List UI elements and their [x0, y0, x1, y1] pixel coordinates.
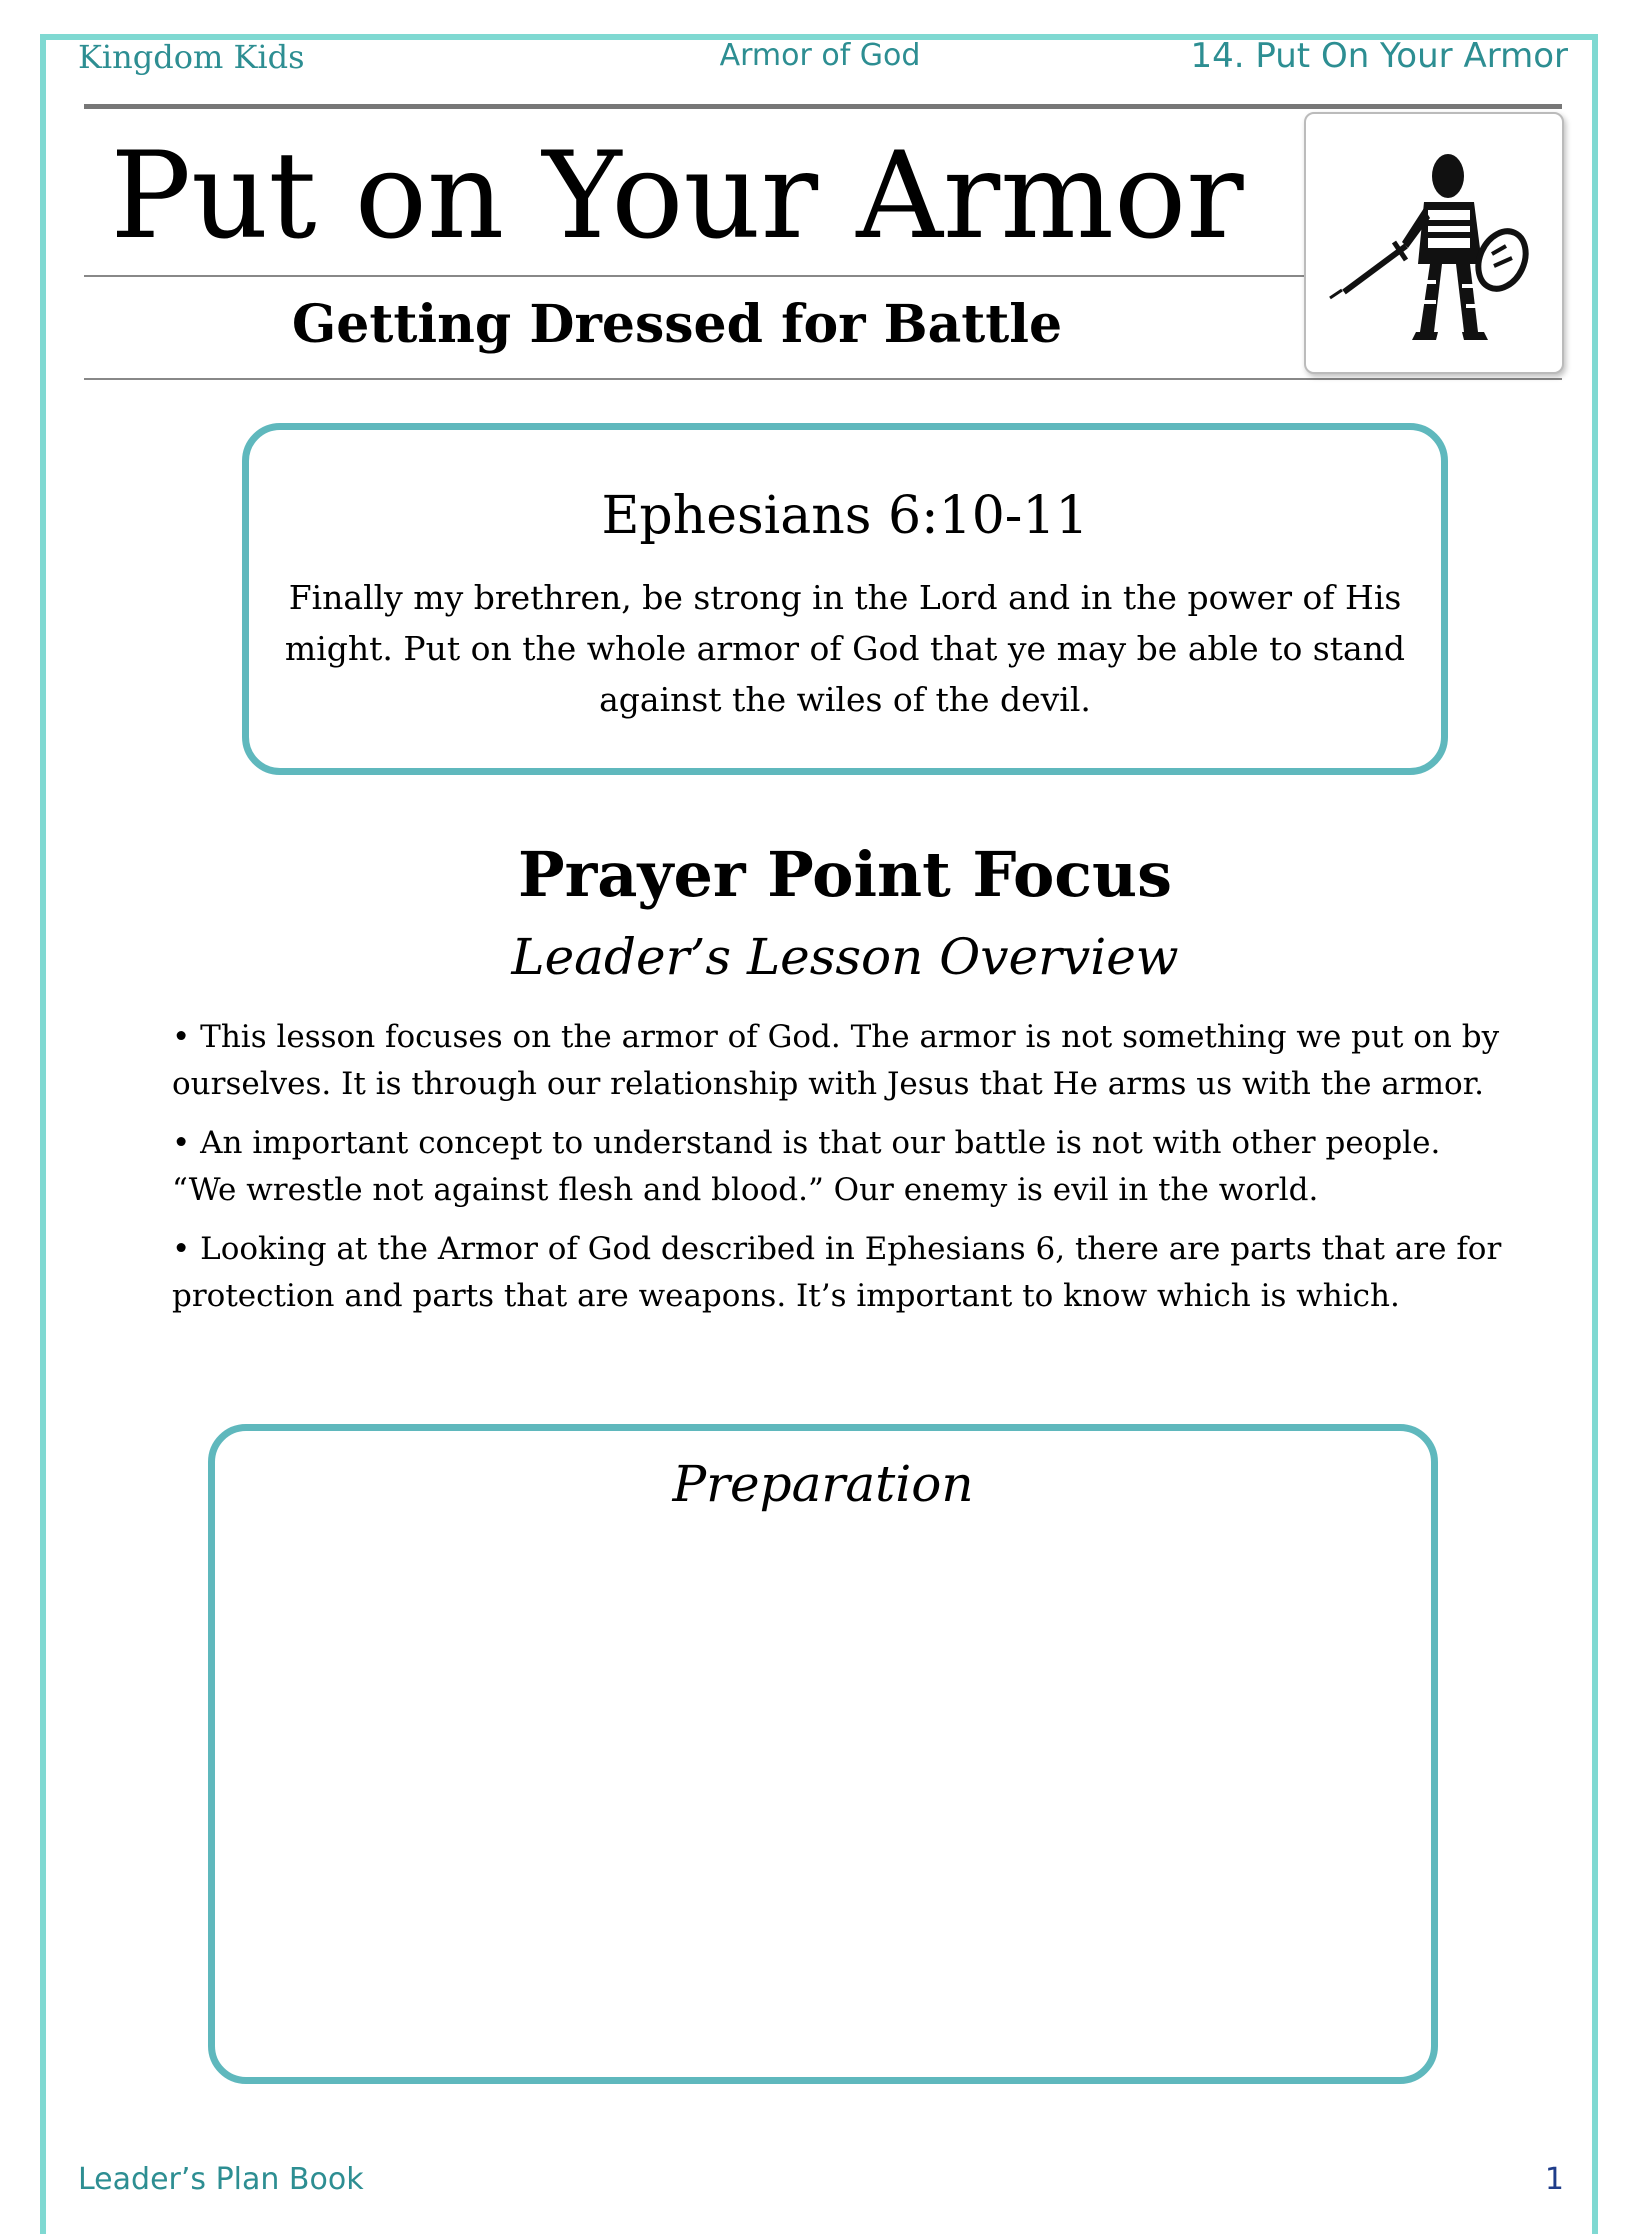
middle-rule	[84, 275, 1304, 277]
armored-soldier-word-art-icon	[1306, 114, 1562, 372]
list-item: • An important concept to understand is that our battle is not with other people. “We wrestle not against flesh and blood.” Our enemy is evil in the world.	[172, 1125, 1441, 1208]
scripture-reference: Ephesians 6:10-11	[601, 486, 1089, 546]
bottom-rule	[84, 378, 1562, 380]
bullet-icon: •	[172, 1125, 201, 1161]
page-number: 1	[1544, 2162, 1564, 2197]
section-subtitle: Leader’s Lesson Overview	[511, 928, 1179, 986]
bullet-icon: •	[172, 1231, 201, 1267]
header-brand: Kingdom Kids	[78, 38, 305, 76]
bullet-icon: •	[172, 1019, 201, 1055]
top-rule	[84, 104, 1562, 109]
section-title: Prayer Point Focus	[517, 838, 1173, 911]
preparation-box	[208, 1424, 1438, 2084]
overview-list	[172, 1014, 1512, 1332]
footer-book-title: Leader’s Plan Book	[78, 2162, 364, 2197]
page-title: Put on Your Armor	[110, 127, 1244, 266]
scripture-text: Finally my brethren, be strong in the Lord and in the power of His might. Put on the whole armor of God that ye may be able to stand against the wiles of the devil.	[284, 578, 1406, 719]
header-lesson: 14. Put On Your Armor	[1190, 36, 1568, 76]
scripture-box	[242, 423, 1448, 775]
header-series: Armor of God	[719, 38, 921, 73]
logo-frame	[1304, 112, 1564, 374]
page-subtitle: Getting Dressed for Battle	[291, 294, 1063, 355]
list-item: • Looking at the Armor of God described in Ephesians 6, there are parts that are for protection and parts that are weapons. It’s important to know which is which.	[172, 1231, 1502, 1314]
list-item: • This lesson focuses on the armor of God. The armor is not something we put on by ourselves. It is through our relationship with Jesus that He arms us with the armor.	[172, 1019, 1500, 1102]
preparation-title: Preparation	[672, 1455, 974, 1513]
